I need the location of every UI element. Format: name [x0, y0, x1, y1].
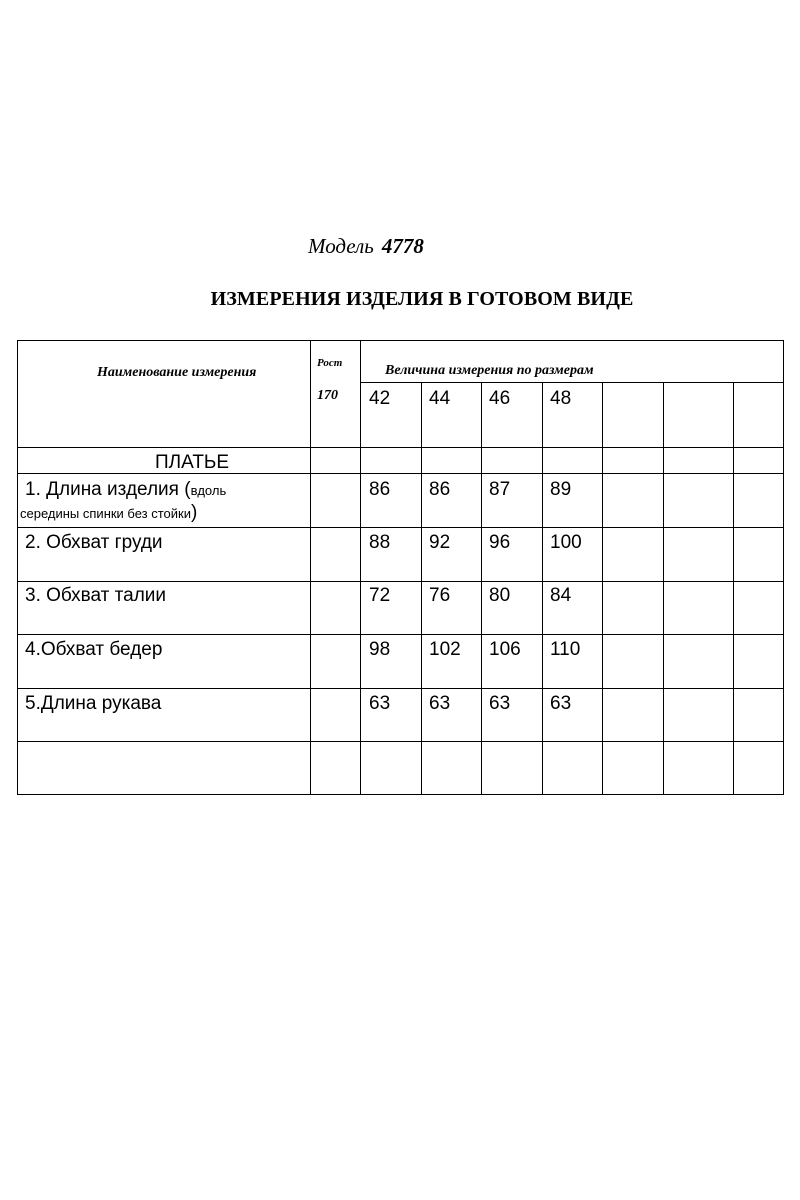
- height-label: Рост: [317, 357, 343, 369]
- row-1-value-46: 87: [489, 479, 511, 500]
- row-4-value-48: 110: [550, 639, 581, 660]
- row-4-label: 4.Обхват бедер: [25, 639, 163, 660]
- size-46: 46: [489, 388, 511, 409]
- row-4-value-46: 106: [489, 639, 521, 660]
- row-5-value-46: 63: [489, 693, 511, 714]
- row-4-value-44: 102: [429, 639, 461, 660]
- row-2-value-48: 100: [550, 532, 582, 553]
- sizes-header: Величина измерения по размерам: [385, 363, 594, 378]
- row-3-value-48: 84: [550, 585, 572, 606]
- row-5-value-42: 63: [369, 693, 391, 714]
- row-1-label-line2: [20, 502, 198, 523]
- section-label: ПЛАТЬЕ: [155, 452, 230, 473]
- row-2-label: 2. Обхват груди: [25, 532, 163, 553]
- row-5-label: 5.Длина рукава: [25, 693, 162, 714]
- row-3-value-44: 76: [429, 585, 451, 606]
- size-42: 42: [369, 388, 391, 409]
- row-1-value-44: 86: [429, 479, 451, 500]
- page-title: ИЗМЕРЕНИЯ ИЗДЕЛИЯ В ГОТОВОМ ВИДЕ: [210, 288, 634, 310]
- row-5-value-44: 63: [429, 693, 451, 714]
- row-4-value-42: 98: [369, 639, 391, 660]
- model-line: [308, 234, 424, 259]
- row-3-value-42: 72: [369, 585, 391, 606]
- col-name-header: Наименование измерения: [97, 365, 257, 380]
- size-44: 44: [429, 388, 451, 409]
- table-grid: [17, 340, 784, 795]
- row-2-value-44: 92: [429, 532, 451, 553]
- row-1-label: [25, 479, 226, 501]
- row-3-value-46: 80: [489, 585, 511, 606]
- row-1-label-line2-text: середины спинки без стойки: [20, 506, 191, 521]
- row-2-value-46: 96: [489, 532, 511, 553]
- size-48: 48: [550, 388, 572, 409]
- row-1-value-48: 89: [550, 479, 572, 500]
- row-1-value-42: 86: [369, 479, 391, 500]
- model-number: 4778: [381, 234, 424, 258]
- row-1-label-main: 1. Длина изделия (: [25, 479, 191, 500]
- measurements-table: [17, 340, 784, 795]
- height-value: 170: [317, 388, 338, 403]
- model-label: Модель: [308, 234, 374, 258]
- row-2-value-42: 88: [369, 532, 391, 553]
- row-1-label-small: вдоль: [190, 483, 227, 498]
- row-3-label: 3. Обхват талии: [25, 585, 167, 606]
- row-1-label-line2-end: ): [191, 502, 198, 523]
- row-5-value-48: 63: [550, 693, 572, 714]
